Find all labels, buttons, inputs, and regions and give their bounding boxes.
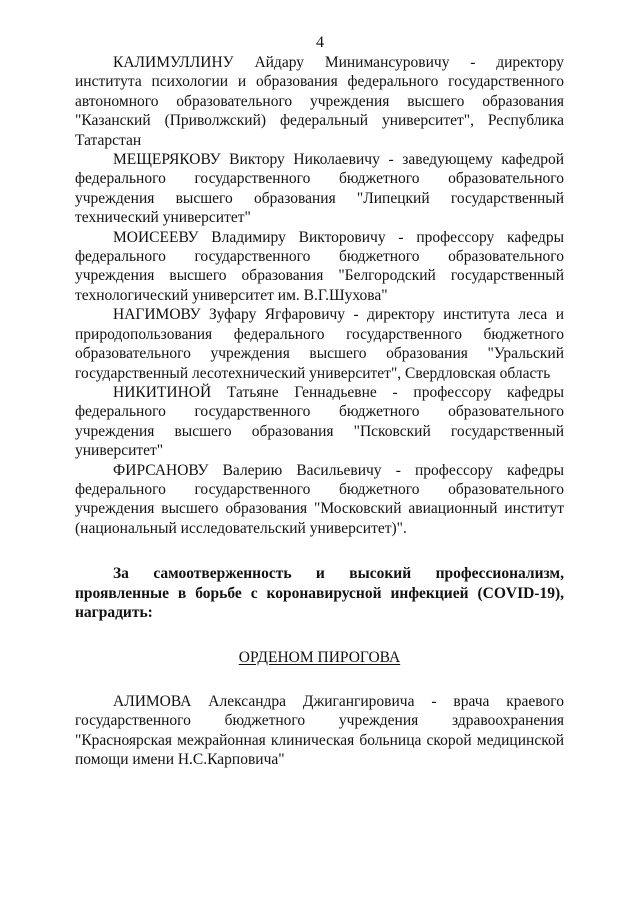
award-motto: За самоотверженность и высокий профессионализм, проявленные в борьбе с коронавирусной инфекцией (COVID-19), наградить:	[75, 565, 564, 621]
award-entry: НАГИМОВУ Зуфару Ягфаровичу - директору института леса и природопользования федерального государственного бюджетного образовательного учреждения высшего образования "Уральский государственный лесотехнический университет", Свердловская область	[75, 306, 564, 382]
order-title: ОРДЕНОМ ПИРОГОВА	[238, 649, 401, 667]
section-spacer	[75, 668, 564, 692]
page-number: 4	[316, 34, 324, 51]
award-entry: КАЛИМУЛЛИНУ Айдару Минимансуровичу - директору института психологии и образования федерального государственного автономного образовательного учреждения высшего образования "Казанский (Приволжский) федеральный университет", Республика Татарстан	[75, 54, 564, 149]
document-body	[75, 53, 564, 769]
award-entry: ФИРСАНОВУ Валерию Васильевичу - профессору кафедры федерального государственного бюджетного образовательного учреждения высшего образования "Московский авиационный институт (национальный исследовательский университет)".	[75, 461, 564, 537]
order-entry: АЛИМОВА Александра Джигангировича - врача краевого государственного бюджетного учреждения здравоохранения "Красноярская межрайонная клиническая больница скорой медицинской помощи имени Н.С.Карповича"	[75, 692, 564, 768]
section-spacer	[75, 538, 564, 564]
award-entry: МЕЩЕРЯКОВУ Виктору Николаевичу - заведующему кафедрой федерального государственного бюджетного образовательного учреждения высшего образования "Липецкий государственный технический университет"	[75, 151, 564, 227]
section-spacer	[75, 622, 564, 648]
award-entry: МОИСЕЕВУ Владимиру Викторовичу - профессору кафедры федерального государственного бюджетного образовательного учреждения высшего образования "Белгородский государственный технологический университет им. В.Г.Шухова"	[75, 228, 564, 304]
award-entry: НИКИТИНОЙ Татьяне Геннадьевне - профессору кафедры федерального государственного бюджетного образовательного учреждения высшего образования "Псковский государственный университет"	[75, 383, 564, 460]
